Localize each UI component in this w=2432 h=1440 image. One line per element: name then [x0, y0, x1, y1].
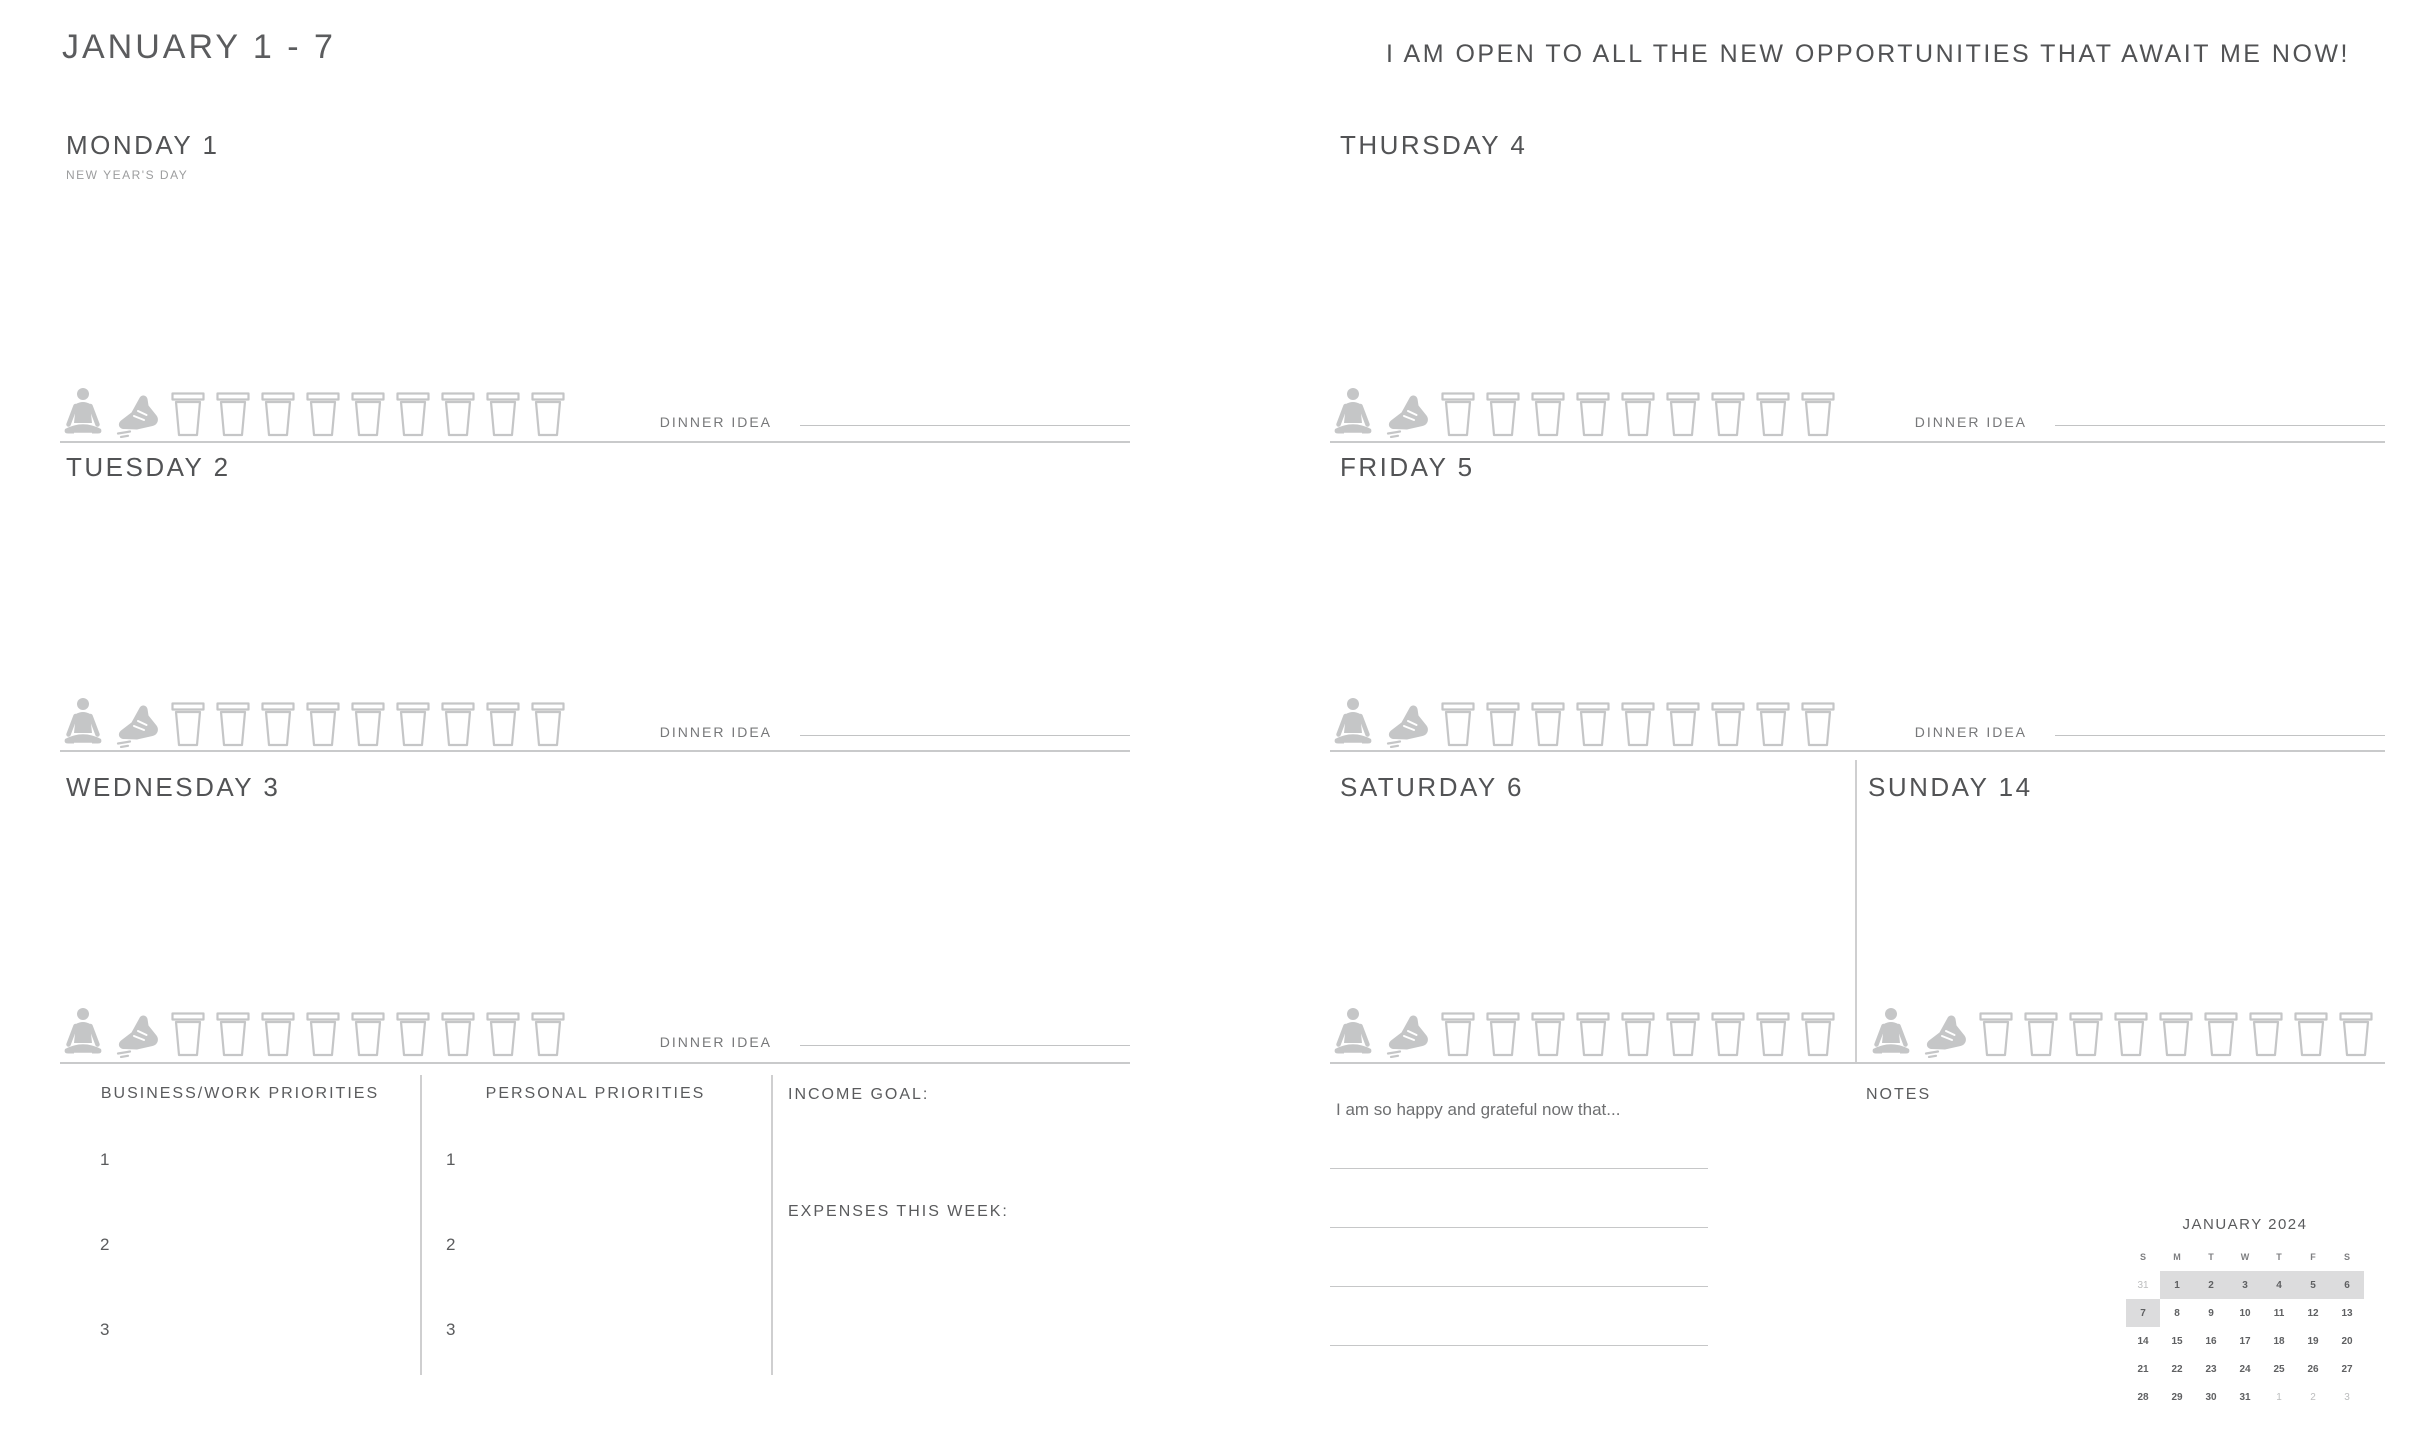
- divider: [60, 1062, 1130, 1064]
- calendar-day-header: T: [2208, 1252, 2214, 1262]
- water-cup-icon[interactable]: [1440, 1011, 1476, 1058]
- calendar-day-header: W: [2240, 1252, 2250, 1262]
- calendar-day-cell[interactable]: 3: [2228, 1271, 2262, 1299]
- calendar-day-cell[interactable]: 18: [2273, 1335, 2285, 1347]
- calendar-day-cell[interactable]: 2: [2194, 1271, 2228, 1299]
- meditation-icon[interactable]: [1868, 1006, 1914, 1058]
- calendar-day-cell[interactable]: 30: [2205, 1391, 2217, 1403]
- dinner-idea-group: [1915, 414, 2385, 438]
- meditation-icon[interactable]: [1330, 1006, 1376, 1058]
- calendar-day-cell[interactable]: 24: [2239, 1363, 2251, 1375]
- dinner-idea-group: [660, 724, 1130, 748]
- water-cup-icons: [170, 1011, 566, 1058]
- calendar-day-cell[interactable]: 27: [2341, 1363, 2353, 1375]
- water-cup-icon[interactable]: [215, 391, 251, 438]
- holiday-label: NEW YEAR'S DAY: [66, 168, 189, 182]
- day-heading-saturday: SATURDAY 6: [1340, 772, 1524, 802]
- water-cup-icons: [1440, 391, 1836, 438]
- gratitude-line[interactable]: [1330, 1168, 1708, 1169]
- calendar-day-cell[interactable]: 31: [2239, 1391, 2251, 1403]
- calendar-day-cell[interactable]: 10: [2239, 1307, 2251, 1319]
- calendar-day-cell[interactable]: 20: [2341, 1335, 2353, 1347]
- water-cup-icon[interactable]: [530, 391, 566, 438]
- water-cup-icon[interactable]: [1800, 391, 1836, 438]
- water-cup-icon[interactable]: [2338, 1011, 2374, 1058]
- calendar-day-cell[interactable]: 3: [2344, 1391, 2350, 1403]
- day-heading-tuesday: TUESDAY 2: [66, 452, 231, 482]
- calendar-day-cell[interactable]: 31: [2137, 1279, 2149, 1291]
- water-cup-icon[interactable]: [2293, 1011, 2329, 1058]
- water-cup-icon[interactable]: [485, 391, 521, 438]
- water-cup-icon[interactable]: [1800, 701, 1836, 748]
- day-heading-thursday: THURSDAY 4: [1340, 130, 1528, 160]
- dinner-idea-group: [660, 414, 1130, 438]
- habit-tracker-row-saturday: [1330, 1004, 1845, 1058]
- water-cup-icon[interactable]: [2113, 1011, 2149, 1058]
- calendar-day-cell[interactable]: 21: [2137, 1363, 2149, 1375]
- calendar-day-cell[interactable]: 9: [2208, 1307, 2214, 1319]
- priority-number: 2: [100, 1235, 110, 1254]
- expenses-label: EXPENSES THIS WEEK:: [788, 1203, 1009, 1220]
- water-cup-icon[interactable]: [1755, 1011, 1791, 1058]
- priority-number: 3: [446, 1320, 456, 1339]
- water-cup-icons: [1440, 701, 1836, 748]
- water-cup-icon[interactable]: [260, 1011, 296, 1058]
- water-cup-icon[interactable]: [1575, 701, 1611, 748]
- calendar-day-cell[interactable]: 11: [2273, 1307, 2285, 1319]
- water-cup-icon[interactable]: [170, 701, 206, 748]
- calendar-day-cell[interactable]: 1: [2160, 1271, 2194, 1299]
- habit-tracker-row-monday: [60, 384, 1130, 438]
- day-heading-friday: FRIDAY 5: [1340, 452, 1475, 482]
- gratitude-lines: [1330, 1110, 1708, 1346]
- day-heading-monday: MONDAY 1: [66, 130, 220, 160]
- calendar-day-header: S: [2343, 1252, 2350, 1262]
- habit-tracker-row-sunday: [1868, 1004, 2385, 1058]
- water-cup-icon[interactable]: [1530, 1011, 1566, 1058]
- calendar-day-cell[interactable]: 17: [2239, 1335, 2251, 1347]
- water-cup-icon[interactable]: [395, 391, 431, 438]
- dinner-idea-line[interactable]: [2055, 425, 2385, 426]
- water-cup-icon[interactable]: [1755, 391, 1791, 438]
- calendar-day-cell[interactable]: 28: [2137, 1391, 2149, 1403]
- calendar-title: JANUARY 2024: [2182, 1216, 2308, 1233]
- water-cup-icon[interactable]: [170, 391, 206, 438]
- water-cup-icon[interactable]: [1755, 701, 1791, 748]
- dinner-idea-label: DINNER IDEA: [1914, 414, 2027, 430]
- calendar-day-cell[interactable]: 26: [2307, 1363, 2319, 1375]
- income-goal-label: INCOME GOAL:: [788, 1086, 930, 1103]
- calendar-day-cell[interactable]: 8: [2174, 1307, 2180, 1319]
- water-cup-icon[interactable]: [1710, 391, 1746, 438]
- dinner-idea-line[interactable]: [800, 735, 1130, 736]
- business-priorities-header: BUSINESS/WORK PRIORITIES: [100, 1085, 380, 1102]
- water-cup-icon[interactable]: [1485, 391, 1521, 438]
- habit-tracker-row-tuesday: [60, 694, 1130, 748]
- calendar-day-header: F: [2310, 1252, 2316, 1262]
- water-cup-icon[interactable]: [1800, 1011, 1836, 1058]
- water-cup-icon[interactable]: [485, 1011, 521, 1058]
- water-cup-icon[interactable]: [260, 391, 296, 438]
- calendar-day-cell[interactable]: 2: [2310, 1391, 2316, 1403]
- dinner-idea-label: DINNER IDEA: [1914, 724, 2027, 740]
- water-cup-icon[interactable]: [440, 1011, 476, 1058]
- calendar-day-cell[interactable]: 16: [2205, 1335, 2217, 1347]
- gratitude-prompt: I am so happy and grateful now that...: [1336, 1100, 1621, 1119]
- calendar-day-cell[interactable]: 15: [2171, 1335, 2183, 1347]
- water-cup-icon[interactable]: [2248, 1011, 2284, 1058]
- day-heading-sunday: SUNDAY 14: [1868, 772, 2033, 802]
- water-cup-icon[interactable]: [1978, 1011, 2014, 1058]
- water-cup-icon[interactable]: [1530, 391, 1566, 438]
- water-cup-icon[interactable]: [350, 701, 386, 748]
- weekly-affirmation: I AM OPEN TO ALL THE NEW OPPORTUNITIES THAT AWAIT ME NOW!: [1386, 40, 2350, 68]
- calendar-day-cell[interactable]: 19: [2307, 1335, 2319, 1347]
- water-cup-icon[interactable]: [1620, 391, 1656, 438]
- page-title: JANUARY 1 - 7: [62, 28, 336, 66]
- water-cup-icon[interactable]: [1710, 701, 1746, 748]
- priority-number: 1: [100, 1150, 110, 1169]
- water-cup-icon[interactable]: [305, 701, 341, 748]
- dinner-idea-label: DINNER IDEA: [659, 724, 772, 740]
- meditation-icon[interactable]: [60, 386, 106, 438]
- water-cup-icon[interactable]: [1665, 701, 1701, 748]
- running-shoe-icon[interactable]: [115, 388, 161, 438]
- divider: [60, 441, 1130, 443]
- water-cup-icons: [1978, 1011, 2374, 1058]
- water-cup-icon[interactable]: [1530, 701, 1566, 748]
- dinner-idea-line[interactable]: [2055, 735, 2385, 736]
- meditation-icon[interactable]: [60, 1006, 106, 1058]
- calendar-day-cell[interactable]: 12: [2307, 1307, 2319, 1319]
- running-shoe-icon[interactable]: [1385, 1008, 1431, 1058]
- water-cup-icon[interactable]: [170, 1011, 206, 1058]
- meditation-icon[interactable]: [1330, 386, 1376, 438]
- weekend-divider: [1855, 760, 1857, 1062]
- running-shoe-icon[interactable]: [115, 698, 161, 748]
- water-cup-icons: [170, 701, 566, 748]
- water-cup-icon[interactable]: [530, 1011, 566, 1058]
- calendar-day-cell[interactable]: 6: [2330, 1271, 2364, 1299]
- water-cup-icon[interactable]: [215, 701, 251, 748]
- calendar-day-cell[interactable]: 23: [2205, 1363, 2217, 1375]
- calendar-day-header: M: [2173, 1252, 2181, 1262]
- calendar-day-cell[interactable]: 1: [2276, 1391, 2282, 1403]
- running-shoe-icon[interactable]: [1385, 388, 1431, 438]
- water-cup-icon[interactable]: [1710, 1011, 1746, 1058]
- water-cup-icon[interactable]: [440, 391, 476, 438]
- dinner-idea-group: [1915, 724, 2385, 748]
- water-cup-icon[interactable]: [1440, 701, 1476, 748]
- water-cup-icon[interactable]: [1575, 1011, 1611, 1058]
- priority-number: 3: [100, 1320, 110, 1339]
- water-cup-icon[interactable]: [1485, 701, 1521, 748]
- personal-priorities-header: PERSONAL PRIORITIES: [485, 1085, 706, 1102]
- notes-header: NOTES: [1866, 1086, 1932, 1103]
- water-cup-icon[interactable]: [2023, 1011, 2059, 1058]
- calendar-day-cell[interactable]: 7: [2126, 1299, 2160, 1327]
- calendar-grid: [2126, 1243, 2364, 1411]
- water-cup-icon[interactable]: [395, 701, 431, 748]
- water-cup-icon[interactable]: [215, 1011, 251, 1058]
- calendar-day-cell[interactable]: 22: [2171, 1363, 2183, 1375]
- divider: [1330, 1062, 2385, 1064]
- calendar-day-cell[interactable]: 5: [2296, 1271, 2330, 1299]
- dinner-idea-label: DINNER IDEA: [659, 414, 772, 430]
- column-divider: [420, 1075, 422, 1375]
- calendar-day-cell[interactable]: 29: [2171, 1391, 2183, 1403]
- water-cup-icon[interactable]: [350, 1011, 386, 1058]
- column-divider: [771, 1075, 773, 1375]
- divider: [1330, 750, 2385, 752]
- meditation-icon[interactable]: [60, 696, 106, 748]
- water-cup-icon[interactable]: [2203, 1011, 2239, 1058]
- dinner-idea-group: [660, 1034, 1130, 1058]
- water-cup-icon[interactable]: [530, 701, 566, 748]
- priority-number: 1: [446, 1150, 456, 1169]
- water-cup-icon[interactable]: [1440, 391, 1476, 438]
- gratitude-line[interactable]: [1330, 1227, 1708, 1228]
- water-cup-icon[interactable]: [305, 391, 341, 438]
- water-cup-icon[interactable]: [485, 701, 521, 748]
- running-shoe-icon[interactable]: [115, 1008, 161, 1058]
- running-shoe-icon[interactable]: [1385, 698, 1431, 748]
- calendar-day-cell[interactable]: 25: [2273, 1363, 2285, 1375]
- water-cup-icon[interactable]: [305, 1011, 341, 1058]
- water-cup-icon[interactable]: [2068, 1011, 2104, 1058]
- gratitude-line[interactable]: [1330, 1286, 1708, 1287]
- habit-tracker-row-thursday: [1330, 384, 2385, 438]
- habit-tracker-row-wednesday: [60, 1004, 1130, 1058]
- gratitude-line[interactable]: [1330, 1345, 1708, 1346]
- divider: [60, 750, 1130, 752]
- water-cup-icon[interactable]: [395, 1011, 431, 1058]
- calendar-day-header: S: [2139, 1252, 2146, 1262]
- dinner-idea-line[interactable]: [800, 425, 1130, 426]
- water-cup-icon[interactable]: [260, 701, 296, 748]
- dinner-idea-line[interactable]: [800, 1045, 1130, 1046]
- meditation-icon[interactable]: [1330, 696, 1376, 748]
- water-cup-icon[interactable]: [1620, 701, 1656, 748]
- calendar-day-cell[interactable]: 14: [2137, 1335, 2149, 1347]
- water-cup-icon[interactable]: [2158, 1011, 2194, 1058]
- running-shoe-icon[interactable]: [1923, 1008, 1969, 1058]
- water-cup-icons: [1440, 1011, 1836, 1058]
- dinner-idea-label: DINNER IDEA: [659, 1034, 772, 1050]
- habit-tracker-row-friday: [1330, 694, 2385, 748]
- calendar-day-cell[interactable]: 13: [2341, 1307, 2353, 1319]
- water-cup-icon[interactable]: [350, 391, 386, 438]
- water-cup-icon[interactable]: [440, 701, 476, 748]
- water-cup-icons: [170, 391, 566, 438]
- mini-calendar: [2126, 1216, 2364, 1411]
- water-cup-icon[interactable]: [1575, 391, 1611, 438]
- priority-number: 2: [446, 1235, 456, 1254]
- day-heading-wednesday: WEDNESDAY 3: [66, 772, 281, 802]
- water-cup-icon[interactable]: [1665, 1011, 1701, 1058]
- water-cup-icon[interactable]: [1620, 1011, 1656, 1058]
- calendar-day-cell[interactable]: 4: [2262, 1271, 2296, 1299]
- calendar-day-header: T: [2276, 1252, 2282, 1262]
- divider: [1330, 441, 2385, 443]
- water-cup-icon[interactable]: [1665, 391, 1701, 438]
- water-cup-icon[interactable]: [1485, 1011, 1521, 1058]
